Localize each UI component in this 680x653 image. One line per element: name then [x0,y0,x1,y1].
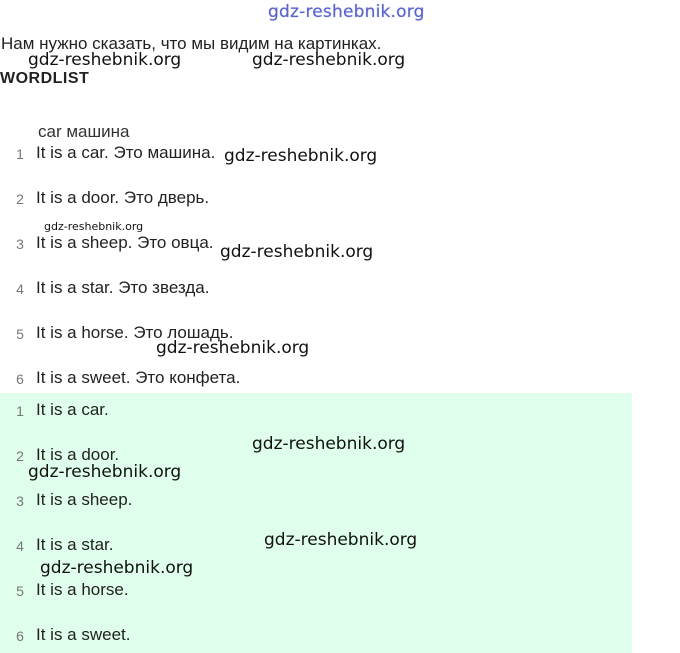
item-text: It is a sweet. [36,625,131,644]
answer-box [0,393,632,653]
item-number: 3 [16,236,24,252]
item-text: It is a horse. Это лошадь. [36,323,234,342]
item-text: It is a sheep. Это овца. [36,233,214,252]
item-number: 3 [16,493,24,509]
item-text: It is a star. [36,535,114,554]
item-number: 5 [16,583,24,599]
cut-off-wordlist-row: car машина [38,122,130,141]
watermark: gdz-reshebnik.org [224,146,378,166]
watermark: gdz-reshebnik.org [28,50,182,70]
watermark: gdz-reshebnik.org [252,434,406,454]
watermark: gdz-reshebnik.org [40,558,194,578]
item-number: 4 [16,538,24,554]
item-number: 2 [16,448,24,464]
watermark: gdz-reshebnik.org [264,530,418,550]
item-number: 2 [16,191,24,207]
item-text: It is a door. [36,445,120,464]
item-text: It is a sweet. Это конфета. [36,368,241,387]
watermark: gdz-reshebnik.org [156,338,310,358]
item-text: It is a car. [36,400,109,419]
item-text: It is a horse. [36,580,129,599]
watermark: gdz-reshebnik.org [44,220,144,233]
item-number: 5 [16,326,24,342]
item-number: 1 [16,403,24,419]
site-link[interactable]: gdz-reshebnik.org [268,2,425,22]
item-number: 4 [16,281,24,297]
item-number: 6 [16,628,24,644]
section-title: WORDLIST [0,70,90,87]
item-number: 1 [16,146,24,162]
watermark: gdz-reshebnik.org [28,462,182,482]
item-text: It is a sheep. [36,490,133,509]
watermark: gdz-reshebnik.org [220,242,374,262]
item-text: It is a door. Это дверь. [36,188,210,207]
item-number: 6 [16,371,24,387]
item-text: It is a car. Это машина. [36,143,216,162]
translation-list [0,143,632,393]
intro-text: Нам нужно сказать, что мы видим на картинках. [1,34,382,53]
item-text: It is a star. Это звезда. [36,278,210,297]
watermark: gdz-reshebnik.org [252,50,406,70]
